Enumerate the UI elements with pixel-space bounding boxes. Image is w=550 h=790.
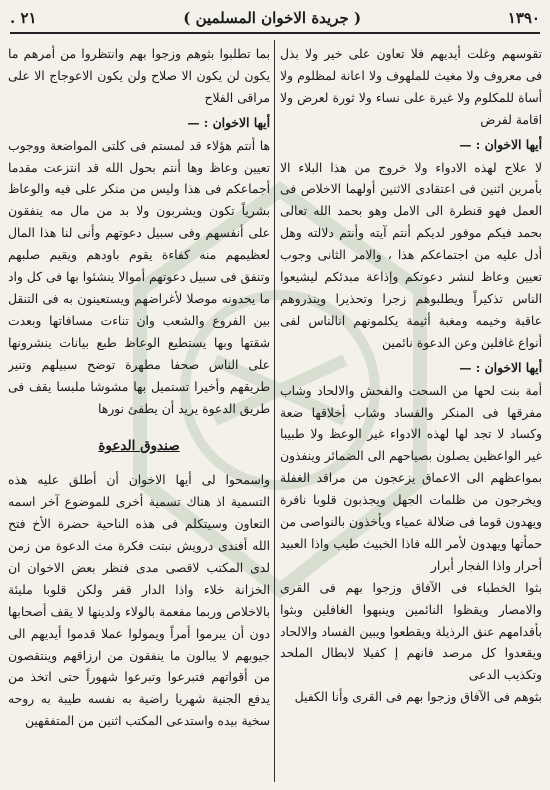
page-number: ١٣٩٠ (507, 9, 540, 27)
paragraph: بثوهم فى الآفاق وزجوا بهم فى القرى وأنا الكفيل (294, 690, 542, 705)
paragraph: بثوا الخطباء فى الآفاق وزجوا بهم فى القرى والامصار ويقظوا النائمين وينبهوا الغافلين وبثوا بأقدامهم عنق الرذيلة ويقطعوا ويبين الفساد والالحاد ويقعدوا كل مرصد فانهم إ كفيلا لابطال الملحد وتكذيب الدعى (280, 580, 542, 683)
section-heading: أيها الاخوان : — (459, 359, 542, 375)
paragraph: واسمحوا لى أيها الاخوان أن أطلق عليه هذه التسمية اذ هناك تسمية أخرى للموضوع آخر اسمه التعاون وسيتكلم فى هذه الناحية حضرة الأخ فتح الله أفندى درويش نبتت فكرة مث الدعوة من زمن لدى المكتب لاقصى مدى فنظر بعض الاخوان ان الخزانة خلاء واذا الدار قفر ولكن قلوبا مليئة بالاخلاص وربما مفعمة بالولاء ولدينها لا يقف أصحابها دون أن يبرموا أمراً ويمولوا عملا قدموا أيديهم الى جيوبهم لا يبالون ما ينفقون من ارزاقهم وينتقصون من أقواتهم فتبرعوا وتبرعوا شهوراً حتى اتخذ من يدفع الجنية شهريا راضية به نفسه طيبة به روحه سخية بيده واستدعى المكتب اثنين من المتفقهين (8, 473, 270, 729)
right-column (280, 44, 542, 784)
paragraph: لا علاج لهذه الادواء ولا خروج من هذا البلاء الا بأمرين اثنين فى اعتقادى الاثنين أولهما الاخلاص فى العمل فهو قنطرة الى الامل وهو بحمد الله تعالى بحمد فيكم موفور لديكم أنتم آيته وأنتم دلالته وهل أدل عليه من اجتماعكم هذا ، والامر الثانى وجوب تعيين وعاظ لنشر دعوتكم وإذاعة مبدئكم ليشيعوا الناس تذكيراً ويطلبوهم زجرا وتحذيرا وينذروهم عاقبة وخيمه ومغبة أثيمة يكلمونهم انالناس لفى أنواع غافلين وعن الدعوة نائمين (280, 160, 542, 350)
paragraph: أمة بنت لحها من السحت والفحش والالحاد وشاب مفرقها فى المنكر والفساد وشاب أخلاقها ضعة وكساد لا تجد لها لهذه الادواء غير الوعظ ولا طبيبا غير الواعظين يصلون بصياحهم الى الضمائر وينفذون بمواعظهم الى الاعماق يزعجون من مراقد الغفلة ويخرجون من ظلمات الجهل ويجذبون قلوبا نافرة ويهدون قوما فى ضلالة عمياء ويأخذون بالنواصى من حمأتها ويهدون لأمر الله فاذا الخبيث طيب واذا العبيد أحرار واذا الفجار أبرار (280, 383, 542, 573)
paragraph: ها أنتم هؤلاء قد لمستم فى كلتى المواضعة ووجوب تعيين وعاظ وها أنتم بحول الله قد انتزعت مقدما أجماعكم فى هذا وليس من منكر على فيه والوعاظ بشرياً تكون ويشربون ولا بد من مال مه ينفقون على أنفسهم وفى سبيل دعوتهم وأنى لنا هذا المال لعظيمهم منه كفاءة يقوم باودهم ويقيم صلبهم وتنفق فى سبيل دعوتهم أموالا ينشئوا بها فى كل واد ما يحدونه موصلا لأغراضهم ويستعينون به فى التنقل بين الفروع والشعب وان تناءت مسافاتها وبعدت شقتها وبها يستطيع الوعاظ طبع بيانات ينشرونها على الناس صحفا مطهرة توضح سبيلهم وتنير طريقهم وأخيرا تستميل بها مشوشا ملبسا يقف فى طريق الدعوة يريد أن يطفئ نورها (8, 138, 270, 416)
newspaper-title: ( جريدة الاخوان المسلمين ) (183, 9, 362, 27)
paragraph: بما تطلبوا بثوهم وزجوا بهم وانتظروا من أمرهم ما يكون لن يكون الا صلاح ولن يكون الاعوجاج الا على مراقى الفلاح (8, 47, 270, 105)
section-heading: أيها الاخوان : — (187, 114, 270, 130)
page-header (10, 4, 540, 34)
left-column (8, 44, 270, 784)
paragraph: تقوسهم وغلت أيديهم فلا تعاون على خير ولا بذل فى معروف ولا مغيث للملهوف ولا اعانة لمظلوم ولا أساة للمكلوم ولا غيرة على نساء ولا ثورة لعرض ولا اقامة لفرض (280, 47, 542, 127)
issue-number: ٢١ . (10, 9, 37, 27)
section-heading: أيها الاخوان : — (459, 136, 542, 152)
article-title: صندوق الدعوة (98, 438, 180, 455)
column-divider (274, 40, 275, 782)
